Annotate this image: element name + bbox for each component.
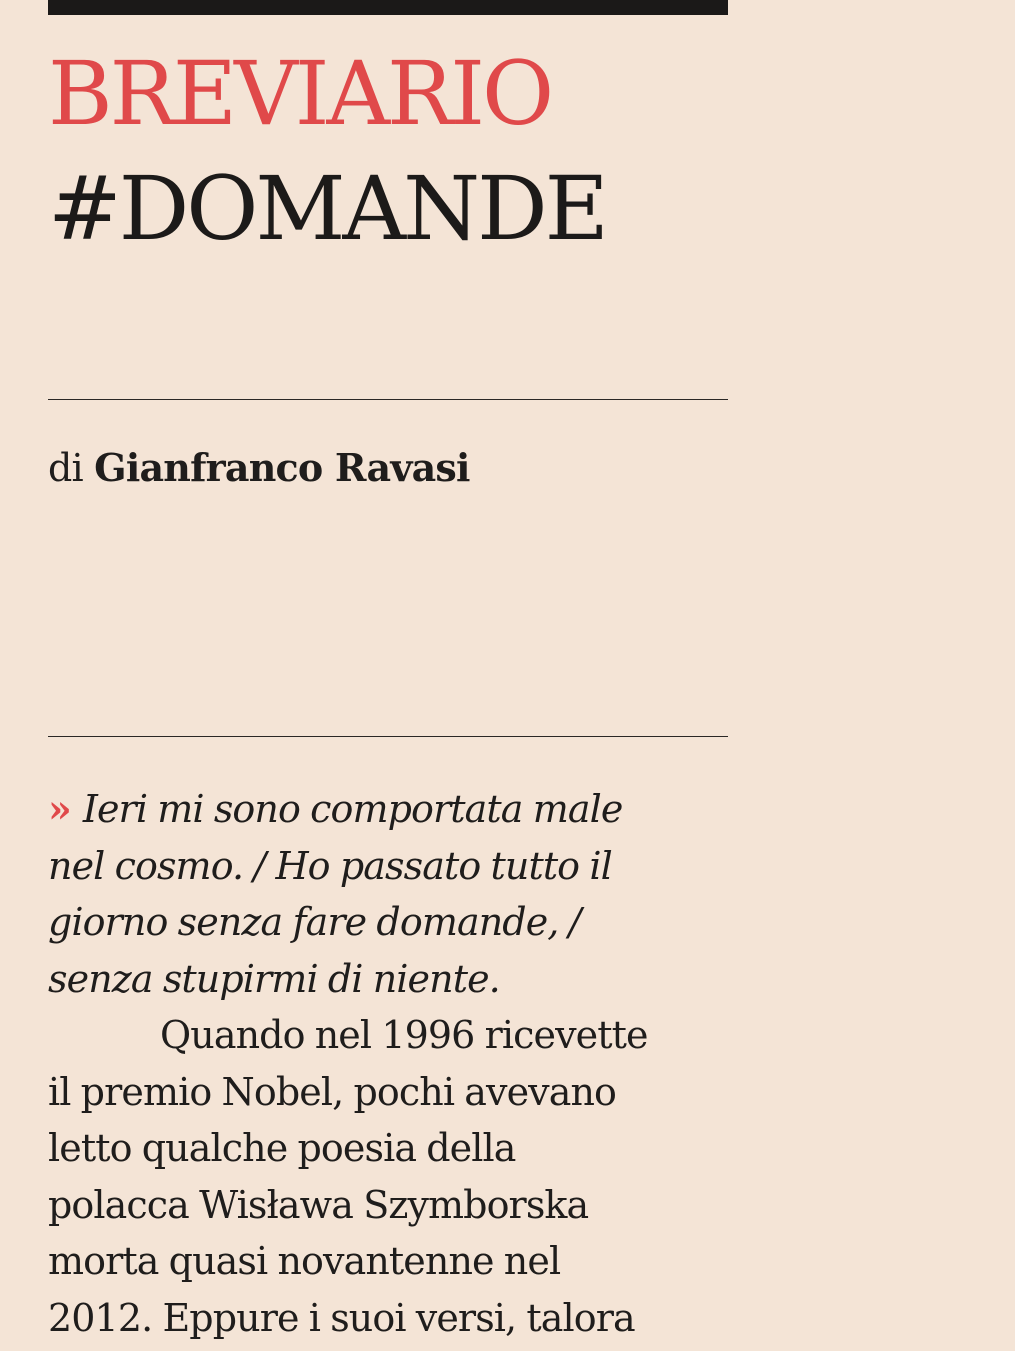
body-line: 2012. Eppure i suoi versi, talora: [48, 1295, 635, 1340]
divider: [48, 736, 728, 737]
body-line: il premio Nobel, pochi avevano: [48, 1069, 617, 1114]
article-body: [48, 781, 738, 1346]
quote-line: giorno senza fare domande, /: [48, 900, 581, 944]
author-name: Gianfranco Ravasi: [94, 445, 470, 490]
byline-prefix: di: [48, 446, 83, 490]
byline: [48, 444, 470, 492]
page-title: #DOMANDE: [48, 157, 606, 260]
quote-line: senza stupirmi di niente.: [48, 956, 500, 1001]
body-line-text: Quando nel 1996 ricevette: [160, 1013, 648, 1057]
body-line: letto qualche poesia della: [48, 1126, 516, 1170]
body-line: polacca Wisława Szymborska: [48, 1182, 589, 1227]
body-line: morta quasi novantenne nel: [48, 1239, 561, 1283]
quote-line: nel cosmo. / Ho passato tutto il: [48, 843, 612, 888]
quote-mark-icon: »: [48, 786, 71, 831]
divider: [48, 399, 728, 400]
top-bar: [48, 0, 728, 15]
quote-text: Ieri mi sono comportata male: [82, 787, 623, 831]
quote-line: [48, 781, 738, 838]
section-kicker: BREVIARIO: [48, 42, 552, 145]
body-line: [48, 1007, 738, 1064]
